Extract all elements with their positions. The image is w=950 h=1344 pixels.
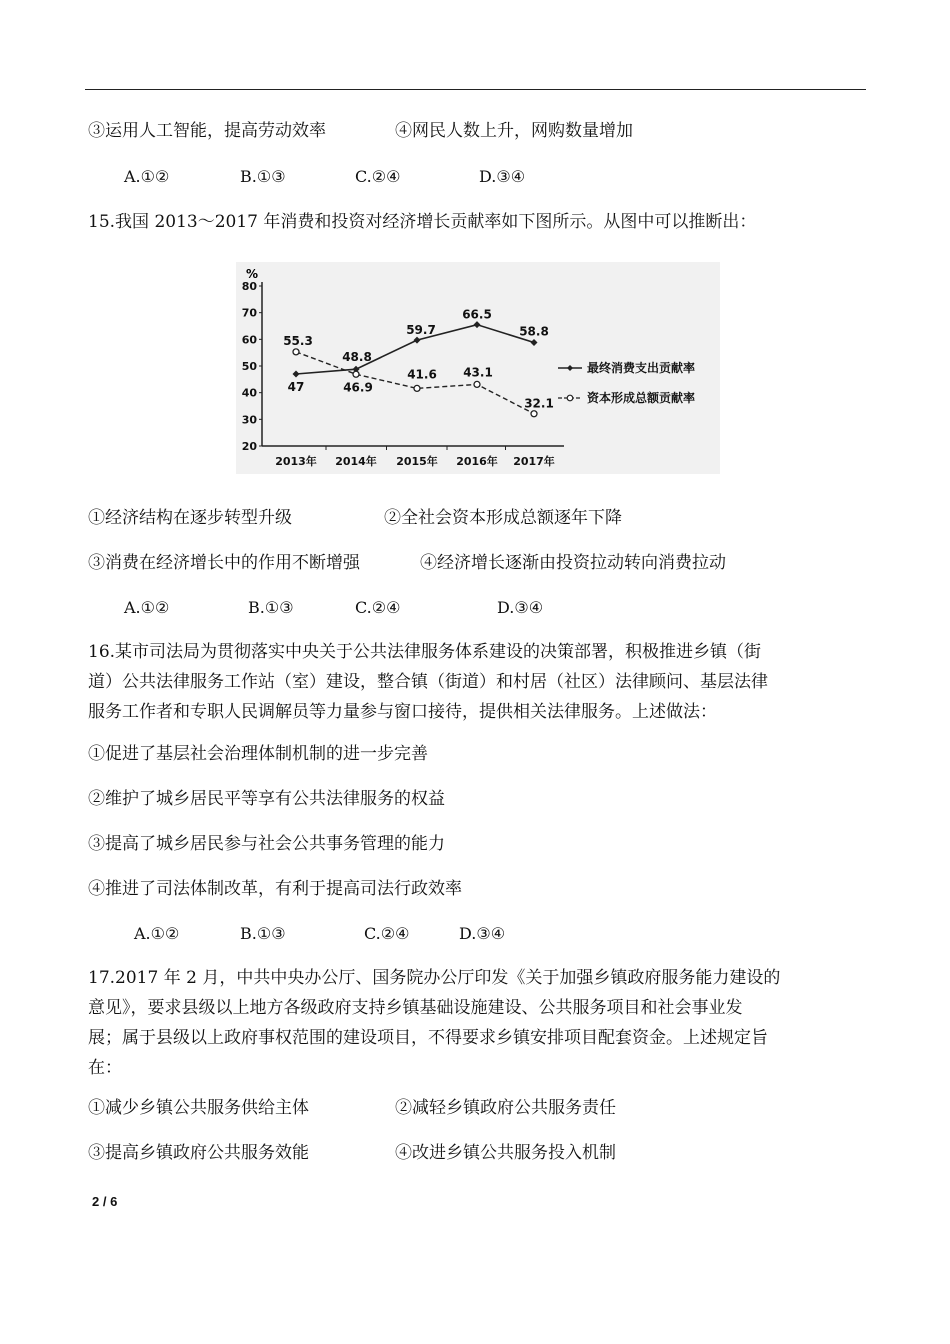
investment-point: [353, 371, 359, 377]
y-tick-label: 60: [241, 333, 257, 347]
q17-stem-line: 展；属于县级以上政府事权范围的建设项目，不得要求乡镇安排项目配套资金。上述规定旨: [88, 1028, 768, 1048]
x-tick-label: 2015年: [396, 455, 438, 468]
q16-item-2: ②维护了城乡居民平等享有公共法律服务的权益: [88, 789, 445, 809]
y-tick-label: 70: [241, 306, 257, 320]
consumption-data-label: 59.7: [406, 323, 436, 338]
q16-option-a: A.①②: [134, 924, 180, 943]
investment-data-label: 32.1: [524, 396, 554, 411]
investment-point: [531, 411, 537, 417]
y-axis-unit: %: [246, 267, 259, 281]
q15-option-c: C.②④: [355, 598, 401, 617]
q17-stem-line: 在：: [88, 1058, 122, 1078]
q15-option-b: B.①③: [248, 598, 294, 617]
q16-item-4: ④推进了司法体制改革，有利于提高司法行政效率: [88, 879, 462, 899]
q17-item-2: ②减轻乡镇政府公共服务责任: [395, 1098, 616, 1118]
q17-stem-line: 17.2017 年 2 月，中共中央办公厅、国务院办公厅印发《关于加强乡镇政府服务能力建设的: [88, 968, 781, 988]
contribution-rate-chart: [236, 262, 720, 474]
header-rule: [85, 89, 866, 90]
consumption-data-label: 58.8: [519, 324, 549, 339]
investment-data-label: 43.1: [463, 365, 493, 380]
q16-stem: [88, 637, 868, 727]
q16-stem-line: 服务工作者和专职人民调解员等力量参与窗口接待，提供相关法律服务。上述做法：: [88, 702, 717, 722]
q16-option-d: D.③④: [459, 924, 506, 943]
q14-option-a: A.①②: [124, 167, 170, 186]
q17-item-4: ④改进乡镇公共服务投入机制: [395, 1143, 616, 1163]
q16-option-c: C.②④: [364, 924, 410, 943]
q16-item-3: ③提高了城乡居民参与社会公共事务管理的能力: [88, 834, 445, 854]
investment-data-label: 46.9: [343, 380, 373, 395]
y-tick-label: 80: [241, 280, 257, 293]
investment-point: [293, 349, 299, 355]
y-tick-label: 40: [241, 386, 257, 400]
y-tick-label: 50: [241, 360, 257, 373]
x-tick-label: 2014年: [335, 455, 377, 468]
consumption-data-label: 48.8: [342, 350, 372, 365]
q15-item-2: ②全社会资本形成总额逐年下降: [384, 508, 622, 528]
q15-stem: 15.我国 2013～2017 年消费和投资对经济增长贡献率如下图所示。从图中可以推断出：: [88, 212, 757, 232]
consumption-data-label: 47: [287, 380, 305, 394]
legend-investment-label: 资本形成总额贡献率: [587, 391, 696, 405]
q16-stem-line: 16.某市司法局为贯彻落实中央关于公共法律服务体系建设的决策部署，积极推进乡镇（街: [88, 642, 762, 662]
q15-option-a: A.①②: [124, 598, 170, 617]
q16-option-b: B.①③: [240, 924, 286, 943]
x-tick-label: 2016年: [456, 455, 498, 468]
q14-item-3: ③运用人工智能，提高劳动效率: [88, 121, 326, 141]
y-tick-label: 20: [241, 440, 257, 453]
q16-item-1: ①促进了基层社会治理体制机制的进一步完善: [88, 744, 428, 764]
y-tick-label: 30: [241, 413, 257, 427]
q14-option-b: B.①③: [240, 167, 286, 186]
x-tick-label: 2013年: [275, 455, 317, 468]
page-number: 2 / 6: [92, 1194, 118, 1209]
q17-stem: [88, 963, 868, 1083]
investment-point: [474, 381, 480, 387]
q14-option-d: D.③④: [479, 167, 526, 186]
investment-data-label: 41.6: [407, 367, 437, 382]
q17-item-3: ③提高乡镇政府公共服务效能: [88, 1143, 309, 1163]
q15-item-4: ④经济增长逐渐由投资拉动转向消费拉动: [420, 553, 726, 573]
x-tick-label: 2017年: [513, 455, 555, 468]
legend-investment-marker: [567, 395, 573, 401]
legend-consumption-label: 最终消费支出贡献率: [587, 361, 696, 375]
q14-item-4: ④网民人数上升，网购数量增加: [395, 121, 633, 141]
q16-stem-line: 道）公共法律服务工作站（室）建设，整合镇（街道）和村居（社区）法律顾问、基层法律: [88, 672, 768, 692]
investment-point: [414, 385, 420, 391]
q15-item-3: ③消费在经济增长中的作用不断增强: [88, 553, 360, 573]
q17-stem-line: 意见》，要求县级以上地方各级政府支持乡镇基础设施建设、公共服务项目和社会事业发: [88, 998, 743, 1018]
consumption-data-label: 66.5: [462, 307, 492, 322]
q15-item-1: ①经济结构在逐步转型升级: [88, 508, 292, 528]
q14-option-c: C.②④: [355, 167, 401, 186]
q17-item-1: ①减少乡镇公共服务供给主体: [88, 1098, 309, 1118]
investment-data-label: 55.3: [283, 333, 313, 348]
q15-option-d: D.③④: [497, 598, 544, 617]
